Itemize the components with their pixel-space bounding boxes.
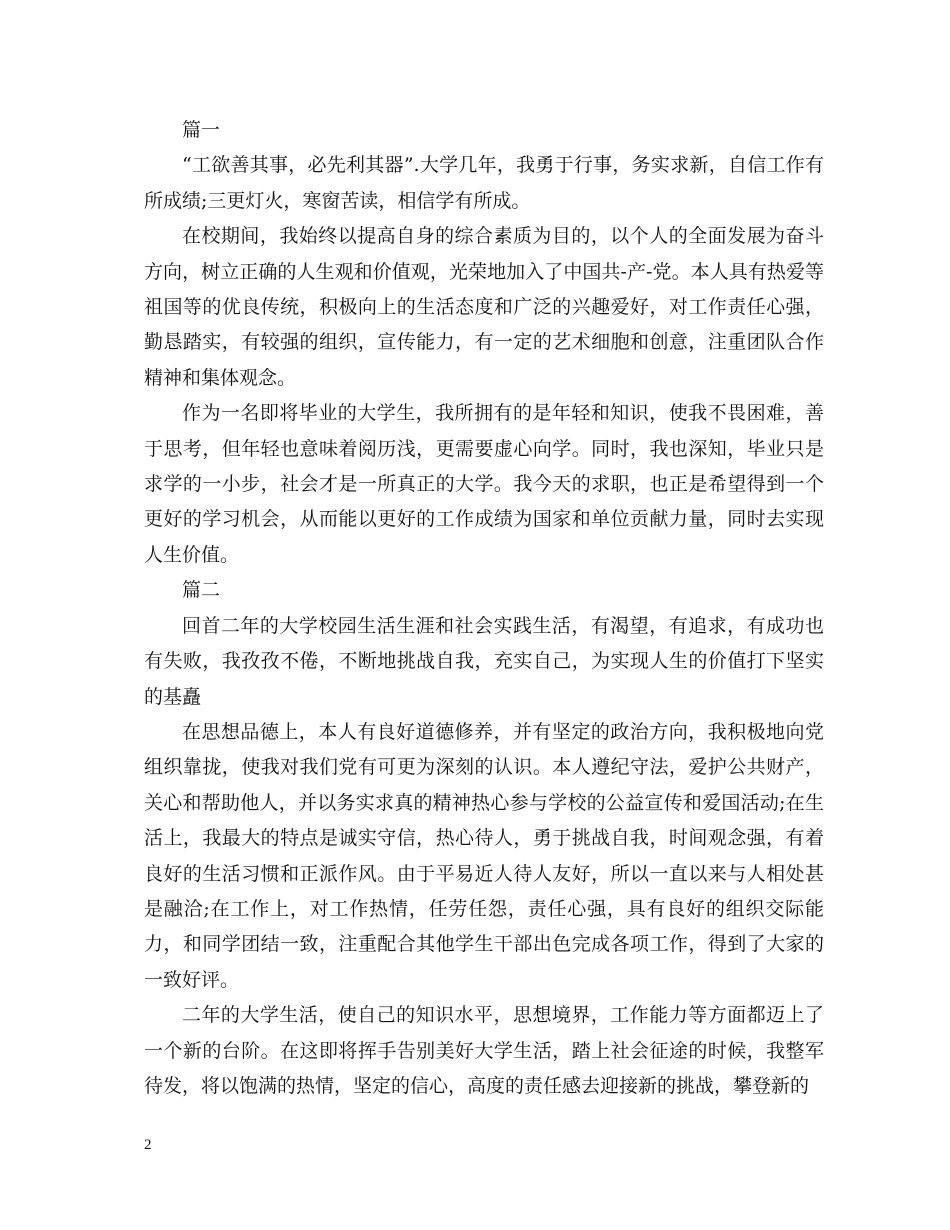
paragraph: “工欲善其事，必先利其器”.大学几年，我勇于行事，务实求新，自信工作有所成绩;三更灯火，寒窗苦读，相信学有所成。 (144, 154, 824, 212)
section-heading: 篇二 (182, 579, 221, 602)
document-body (144, 113, 824, 1104)
paragraph: 回首二年的大学校园生活生涯和社会实践生活，有渴望，有追求，有成功也有失败，我孜孜不倦，不断地挑战自我，充实自己，为实现人生的价值打下坚实的基矗 (144, 614, 824, 708)
paragraph: 作为一名即将毕业的大学生，我所拥有的是年轻和知识，使我不畏困难，善于思考，但年轻也意味着阅历浅，更需要虚心向学。同时，我也深知，毕业只是求学的一小步，社会才是一所真正的大学。我今天的求职，也正是希望得到一个更好的学习机会，从而能以更好的工作成绩为国家和单位贡献力量，同时去实现人生价值。 (144, 402, 824, 566)
section-heading: 篇一 (182, 119, 221, 141)
page-number: 2 (144, 1137, 152, 1153)
paragraph: 二年的大学生活，使自己的知识水平，思想境界，工作能力等方面都迈上了一个新的台阶。在这即将挥手告别美好大学生活，踏上社会征途的时候，我整军待发，将以饱满的热情，坚定的信心，高度的责任感去迎接新的挑战，攀登新的 (144, 1004, 824, 1097)
paragraph: 在思想品德上，本人有良好道德修养，并有坚定的政治方向，我积极地向党组织靠拢，使我对我们党有可更为深刻的认识。本人遵纪守法，爱护公共财产，关心和帮助他人，并以务实求真的精神热心参与学校的公益宣传和爱国活动;在生活上，我最大的特点是诚实守信，热心待人，勇于挑战自我，时间观念强，有着良好的生活习惯和正派作风。由于平易近人待人友好，所以一直以来与人相处甚是融洽;在工作上，对工作热情，任劳任怨，责任心强，具有良好的组织交际能力，和同学团结一致，注重配合其他学生干部出色完成各项工作，得到了大家的一致好评。 (144, 720, 824, 991)
paragraph: 在校期间，我始终以提高自身的综合素质为目的，以个人的全面发展为奋斗方向，树立正确的人生观和价值观，光荣地加入了中国共-产-党。本人具有热爱等祖国等的优良传统，积极向上的生活态度和广泛的兴趣爱好，对工作责任心强，勤恳踏实，有较强的组织，宣传能力，有一定的艺术细胞和创意，注重团队合作精神和集体观念。 (144, 225, 824, 389)
